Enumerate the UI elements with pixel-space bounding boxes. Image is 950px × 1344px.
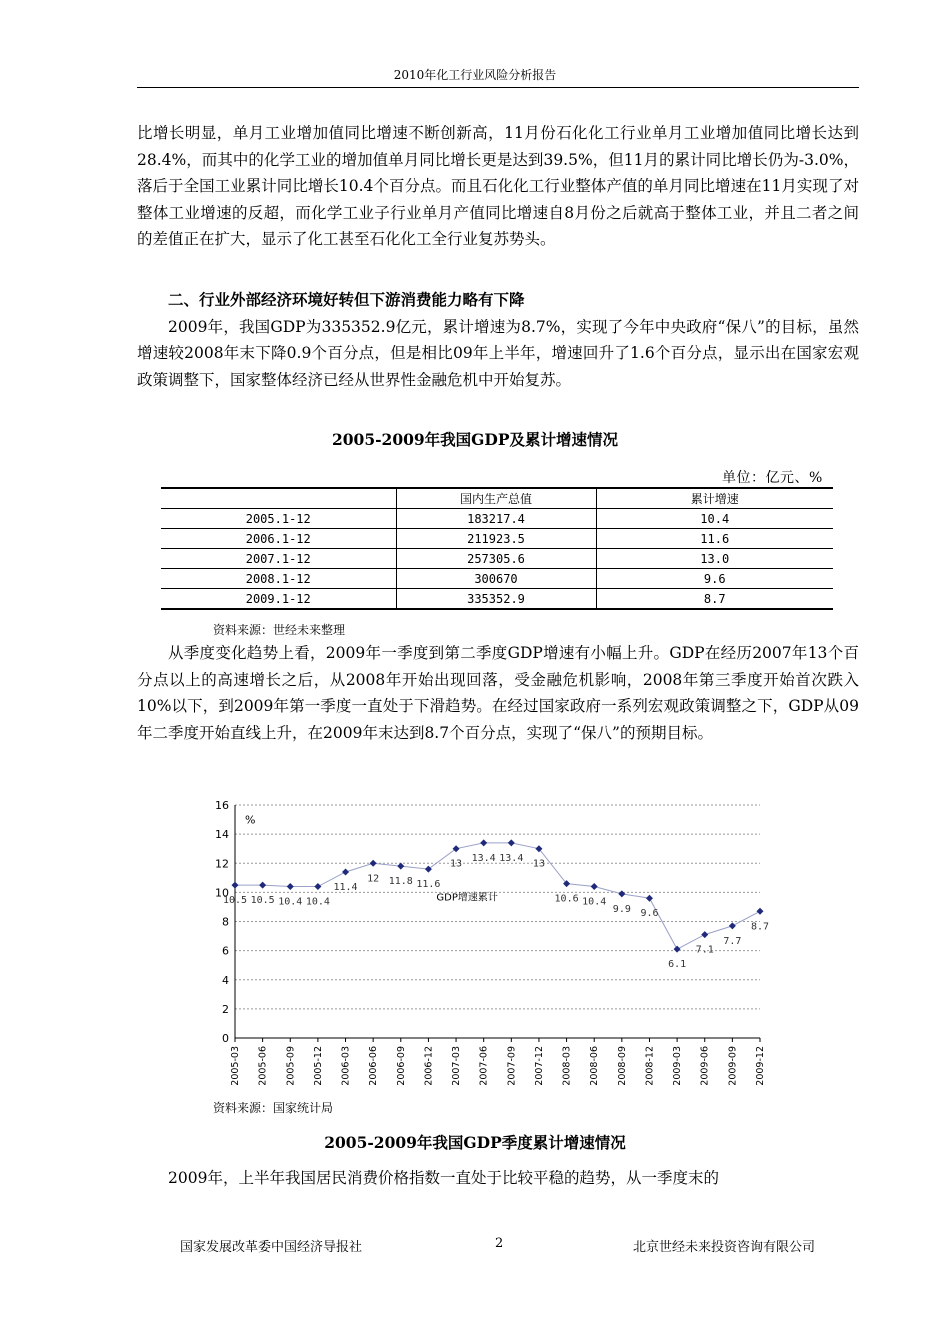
data-point-marker — [314, 883, 321, 890]
table-cell: 2007.1-12 — [161, 549, 396, 569]
chart-title: 2005-2009年我国GDP季度累计增速情况 — [324, 1133, 626, 1152]
data-point-marker — [701, 931, 708, 938]
data-label: 9.9 — [612, 903, 631, 915]
table-cell: 211923.5 — [396, 529, 596, 549]
header-title: 2010年化工行业风险分析报告 — [393, 68, 557, 82]
x-tick-label: 2005-06 — [257, 1046, 269, 1086]
y-tick-label: 6 — [222, 944, 229, 958]
y-tick-label: 14 — [215, 828, 229, 842]
x-tick-label: 2005-12 — [312, 1046, 324, 1086]
table-title: 2005-2009年我国GDP及累计增速情况 — [331, 430, 619, 449]
table-cell: 335352.9 — [396, 589, 596, 610]
data-label: 8.7 — [750, 921, 770, 933]
x-tick-label: 2005-03 — [230, 1046, 241, 1086]
data-label: 10.5 — [250, 895, 275, 907]
x-tick-label: 2005-09 — [285, 1046, 297, 1086]
data-label: 6.1 — [668, 959, 687, 971]
y-tick-label: 10 — [215, 886, 229, 900]
x-tick-label: 2007-06 — [478, 1046, 490, 1086]
table-row — [161, 509, 833, 529]
table-cell: 10.4 — [596, 509, 833, 529]
x-tick-label: 2008-09 — [616, 1046, 628, 1086]
table-header-cell — [161, 488, 396, 509]
y-tick-label: 16 — [215, 799, 229, 812]
data-point-marker — [287, 883, 294, 890]
series-name-label: GDP增速累计 — [436, 892, 498, 904]
x-tick-label: 2006-03 — [340, 1046, 352, 1086]
data-point-marker — [591, 883, 598, 890]
table-cell: 2009.1-12 — [161, 589, 396, 610]
data-point-marker — [259, 882, 266, 889]
data-label: 7.1 — [695, 944, 714, 956]
paragraph-3 — [137, 640, 859, 746]
y-tick-label: 4 — [222, 973, 229, 987]
paragraph-4-text: 2009年，上半年我国居民消费价格指数一直处于比较平稳的趋势，从一季度末的 — [168, 1169, 719, 1187]
footer-company: 北京世经未来投资咨询有限公司 — [633, 1240, 816, 1255]
data-point-marker — [480, 839, 487, 846]
data-label: 10.4 — [278, 896, 303, 908]
data-label: 7.7 — [723, 935, 742, 947]
x-tick-label: 2008-03 — [561, 1046, 573, 1086]
paragraph-1-text: 比增长明显，单月工业增加值同比增速不断创新高，11月份石化化工行业单月工业增加值同比增长达到28.4%，而其中的化学工业的增加值单月同比增长更是达到39.5%，但11月的累计同比增长仍为-3.0%，落后于全国工业累计同比增长10.4个百分点。而且石化化工行业整体产值的单月同比增速在11月实现了对整体工业增速的反超，而化学工业子行业单月产值同比增速自8月份之后就高于整体工业，并且二者之间的差值正在扩大，显示了化工甚至石化化工全行业复苏势头。 — [137, 124, 859, 248]
gdp-growth-chart — [200, 790, 780, 1100]
table-cell: 2006.1-12 — [161, 529, 396, 549]
table-header-cell: 累计增速 — [596, 488, 833, 509]
x-tick-label: 2006-09 — [395, 1046, 407, 1086]
x-tick-label: 2006-06 — [368, 1046, 380, 1086]
table-cell: 300670 — [396, 569, 596, 589]
y-tick-label: 8 — [222, 915, 229, 929]
data-point-marker — [370, 860, 377, 867]
paragraph-4 — [137, 1165, 859, 1192]
footer-page-number: 2 — [495, 1236, 504, 1251]
data-label: 13 — [450, 858, 463, 870]
paragraph-2: 2009年，我国GDP为335352.9亿元，累计增速为8.7%，实现了今年中央政府“保八”的目标，虽然增速较2008年末下降0.9个百分点，但是相比09年上半年，增速回升了1.6个百分点，显示出在国家宏观政策调整下，国家整体经济已经从世界性金融危机中开始复苏。 — [137, 317, 859, 389]
section-2 — [137, 287, 859, 393]
data-label: 13.4 — [471, 852, 496, 864]
x-tick-label: 2008-06 — [589, 1046, 601, 1086]
data-label: 9.6 — [640, 908, 659, 920]
data-label: 13 — [532, 858, 545, 870]
table-row — [161, 549, 833, 569]
footer-publisher: 国家发展改革委中国经济导报社 — [180, 1240, 363, 1255]
x-tick-label: 2009-12 — [755, 1046, 766, 1086]
data-label: 11.6 — [416, 879, 441, 891]
x-tick-label: 2007-09 — [506, 1046, 518, 1086]
data-point-marker — [729, 922, 736, 929]
x-tick-label: 2007-03 — [451, 1046, 463, 1086]
data-point-marker — [618, 890, 625, 897]
x-tick-label: 2008-12 — [644, 1046, 656, 1086]
table-cell: 13.0 — [596, 549, 833, 569]
data-point-marker — [508, 839, 515, 846]
y-axis-unit-label: % — [245, 813, 256, 827]
data-point-marker — [425, 866, 432, 873]
x-tick-label: 2006-12 — [423, 1046, 435, 1086]
table-cell: 2005.1-12 — [161, 509, 396, 529]
x-tick-label: 2009-09 — [727, 1046, 739, 1086]
y-tick-label: 2 — [222, 1002, 229, 1016]
y-tick-label: 0 — [222, 1032, 229, 1045]
x-tick-label: 2007-12 — [533, 1046, 545, 1086]
data-point-marker — [453, 845, 460, 852]
data-point-marker — [674, 946, 681, 953]
data-label: 11.4 — [333, 881, 358, 893]
table-cell: 257305.6 — [396, 549, 596, 569]
table-cell: 2008.1-12 — [161, 569, 396, 589]
x-tick-label: 2009-06 — [699, 1046, 711, 1086]
table-cell: 9.6 — [596, 569, 833, 589]
chart-source: 资料来源：国家统计局 — [213, 1101, 334, 1115]
table-row — [161, 569, 833, 589]
table-cell: 183217.4 — [396, 509, 596, 529]
data-point-marker — [232, 882, 239, 889]
table-cell: 8.7 — [596, 589, 833, 610]
data-label: 12 — [367, 873, 380, 885]
data-label: 13.4 — [499, 852, 524, 864]
paragraph-1 — [137, 120, 859, 253]
y-tick-label: 12 — [215, 857, 229, 871]
data-point-marker — [757, 908, 764, 915]
table-unit: 单位：亿元、% — [722, 470, 823, 486]
table-header-row — [161, 488, 833, 509]
header-rule — [137, 87, 859, 88]
table-cell: 11.6 — [596, 529, 833, 549]
data-label: 10.6 — [554, 893, 579, 905]
table-source: 资料来源：世经未来整理 — [213, 623, 346, 637]
gdp-table — [161, 487, 833, 610]
section-heading: 二、行业外部经济环境好转但下游消费能力略有下降 — [168, 290, 525, 309]
data-point-marker — [646, 895, 653, 902]
data-label: 10.4 — [582, 896, 607, 908]
table-row — [161, 589, 833, 610]
table-row — [161, 529, 833, 549]
data-label: 11.8 — [388, 876, 413, 888]
data-label: 10.5 — [222, 895, 248, 907]
x-tick-label: 2009-03 — [672, 1046, 684, 1086]
data-point-marker — [342, 868, 349, 875]
table-header-cell: 国内生产总值 — [396, 488, 596, 509]
data-label: 10.4 — [305, 896, 330, 908]
paragraph-3-text: 从季度变化趋势上看，2009年一季度到第二季度GDP增速有小幅上升。GDP在经历2007年13个百分点以上的高速增长之后，从2008年开始出现回落，受金融危机影响，2008年第三季度开始首次跌入10%以下，到2009年第一季度一直处于下滑趋势。在经过国家政府一系列宏观政策调整之下，GDP从09年二季度开始直线上升，在2009年末达到8.7个百分点，实现了“保八”的预期目标。 — [137, 644, 859, 742]
